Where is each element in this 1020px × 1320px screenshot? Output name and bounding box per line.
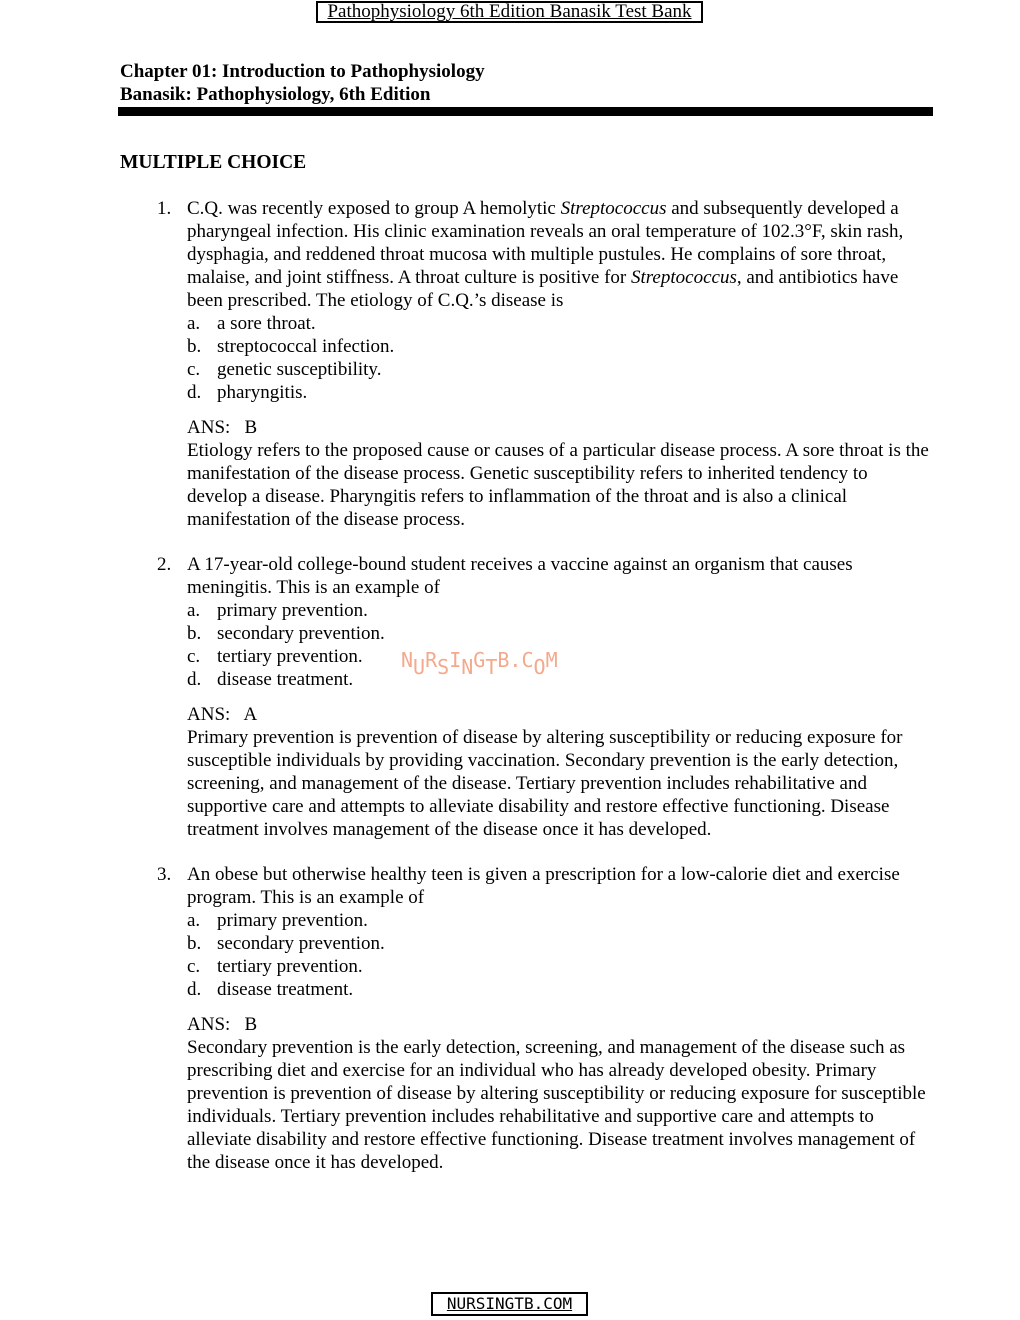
option-text: pharyngitis. [217, 382, 308, 403]
option-letter: a. [187, 313, 201, 334]
option-b [187, 622, 932, 645]
option-text: tertiary prevention. [217, 956, 363, 977]
chapter-title: Chapter 01: Introduction to Pathophysiology [120, 61, 485, 82]
question-3 [0, 863, 1020, 1174]
question-number: 3. [157, 864, 172, 885]
option-b [187, 335, 932, 358]
watermark-char: R [425, 648, 438, 672]
question-number: 2. [157, 554, 172, 575]
option-letter: d. [187, 979, 202, 1000]
option-d [187, 668, 932, 691]
option-text: secondary prevention. [217, 623, 385, 644]
option-b [187, 932, 932, 955]
watermark-char: N [401, 648, 414, 672]
option-text: a sore throat. [217, 313, 316, 334]
option-text: genetic susceptibility. [217, 359, 382, 380]
question-2 [0, 553, 1020, 841]
option-text: primary prevention. [217, 600, 368, 621]
question-stem: A 17-year-old college-bound student receives a vaccine against an organism that causes meningitis. This is an example of [187, 554, 853, 598]
option-letter: a. [187, 600, 201, 621]
watermark-char: U [413, 655, 426, 679]
question-1 [0, 197, 1020, 531]
option-a [187, 599, 932, 622]
option-letter: b. [187, 933, 202, 954]
rationale: Etiology refers to the proposed cause or causes of a particular disease process. A sore throat is the manifestation of the disease process. Genetic susceptibility refers to inherited tendency to develop a disease. Pharyngitis refers to inflammation of the throat and is also a clinical manifestation of the disease process. [187, 440, 929, 530]
answer-key: ANS: A [187, 704, 258, 725]
option-letter: d. [187, 382, 202, 403]
watermark-char: G [473, 648, 486, 672]
stem-text: and subsequently developed a pharyngeal infection. His clinic examination reveals an oral temperature of 102.3°F, skin rash, dysphagia, and reddened throat mucosa with multiple pustules. He complains of sore throat, malaise, and joint stiffness. A throat culture is positive for [187, 198, 904, 288]
banner-title: Pathophysiology 6th Edition Banasik Test Bank [327, 1, 692, 22]
top-banner [316, 1, 703, 23]
option-a [187, 909, 932, 932]
footer-watermark [431, 1292, 588, 1316]
stem-text: C.Q. was recently exposed to group A hemolytic [187, 198, 561, 219]
option-letter: c. [187, 646, 201, 667]
stem-text: , and antibiotics have been prescribed. The etiology of C.Q.’s disease is [187, 267, 899, 311]
option-text: primary prevention. [217, 910, 368, 931]
watermark [401, 648, 558, 679]
option-c [187, 645, 932, 668]
option-c [187, 358, 932, 381]
option-d [187, 381, 932, 404]
watermark-char: O [533, 655, 546, 679]
rationale: Primary prevention is prevention of disease by altering susceptibility or reducing exposure for susceptible individuals by providing vaccination. Secondary prevention is the early detection, screening, and management of the disease. Tertiary prevention includes rehabilitative and supportive care and attempts to alleviate disability and restore effective functioning. Disease treatment involves management of the disease once it has developed. [187, 727, 903, 840]
option-letter: c. [187, 359, 201, 380]
question-body [187, 197, 932, 531]
option-text: disease treatment. [217, 669, 354, 690]
question-number: 1. [157, 198, 172, 219]
option-text: secondary prevention. [217, 933, 385, 954]
watermark-char: N [461, 655, 474, 679]
question-body [187, 863, 932, 1174]
option-letter: c. [187, 956, 201, 977]
watermark-char: C [521, 648, 534, 672]
question-body [187, 553, 932, 841]
watermark-char: S [437, 655, 450, 679]
question-stem: An obese but otherwise healthy teen is given a prescription for a low-calorie diet and exercise program. This is an example of [187, 864, 900, 908]
option-letter: b. [187, 336, 202, 357]
footer-watermark-text: NURSINGTB.COM [446, 1294, 573, 1313]
rationale: Secondary prevention is the early detection, screening, and management of the disease such as prescribing diet and exercise for an individual who has already developed obesity. Primary prevention is prevention of disease by altering susceptibility or reducing exposure for susceptible individuals. Tertiary prevention includes rehabilitative and supportive care and attempts to alleviate disability and restore effective functioning. Disease treatment involves management of the disease once it has developed. [187, 1037, 926, 1173]
watermark-char: T [485, 655, 498, 679]
option-text: streptococcal infection. [217, 336, 395, 357]
option-letter: a. [187, 910, 201, 931]
option-c [187, 955, 932, 978]
option-text: tertiary prevention. [217, 646, 363, 667]
chapter-heading [120, 60, 485, 106]
answer-key: ANS: B [187, 1014, 258, 1035]
stem-italic: Streptococcus [630, 267, 737, 288]
watermark-char: M [545, 648, 558, 672]
section-title: MULTIPLE CHOICE [120, 152, 307, 173]
question-list [0, 197, 1020, 1196]
option-letter: d. [187, 669, 202, 690]
answer-key: ANS: B [187, 417, 258, 438]
question-stem [187, 197, 932, 312]
option-letter: b. [187, 623, 202, 644]
option-a [187, 312, 932, 335]
heading-rule [118, 107, 933, 116]
book-title: Banasik: Pathophysiology, 6th Edition [120, 84, 431, 105]
watermark-char: . [509, 648, 522, 672]
watermark-char: I [449, 648, 462, 672]
watermark-char: B [497, 648, 510, 672]
option-d [187, 978, 932, 1001]
option-text: disease treatment. [217, 979, 354, 1000]
stem-italic: Streptococcus [560, 198, 667, 219]
